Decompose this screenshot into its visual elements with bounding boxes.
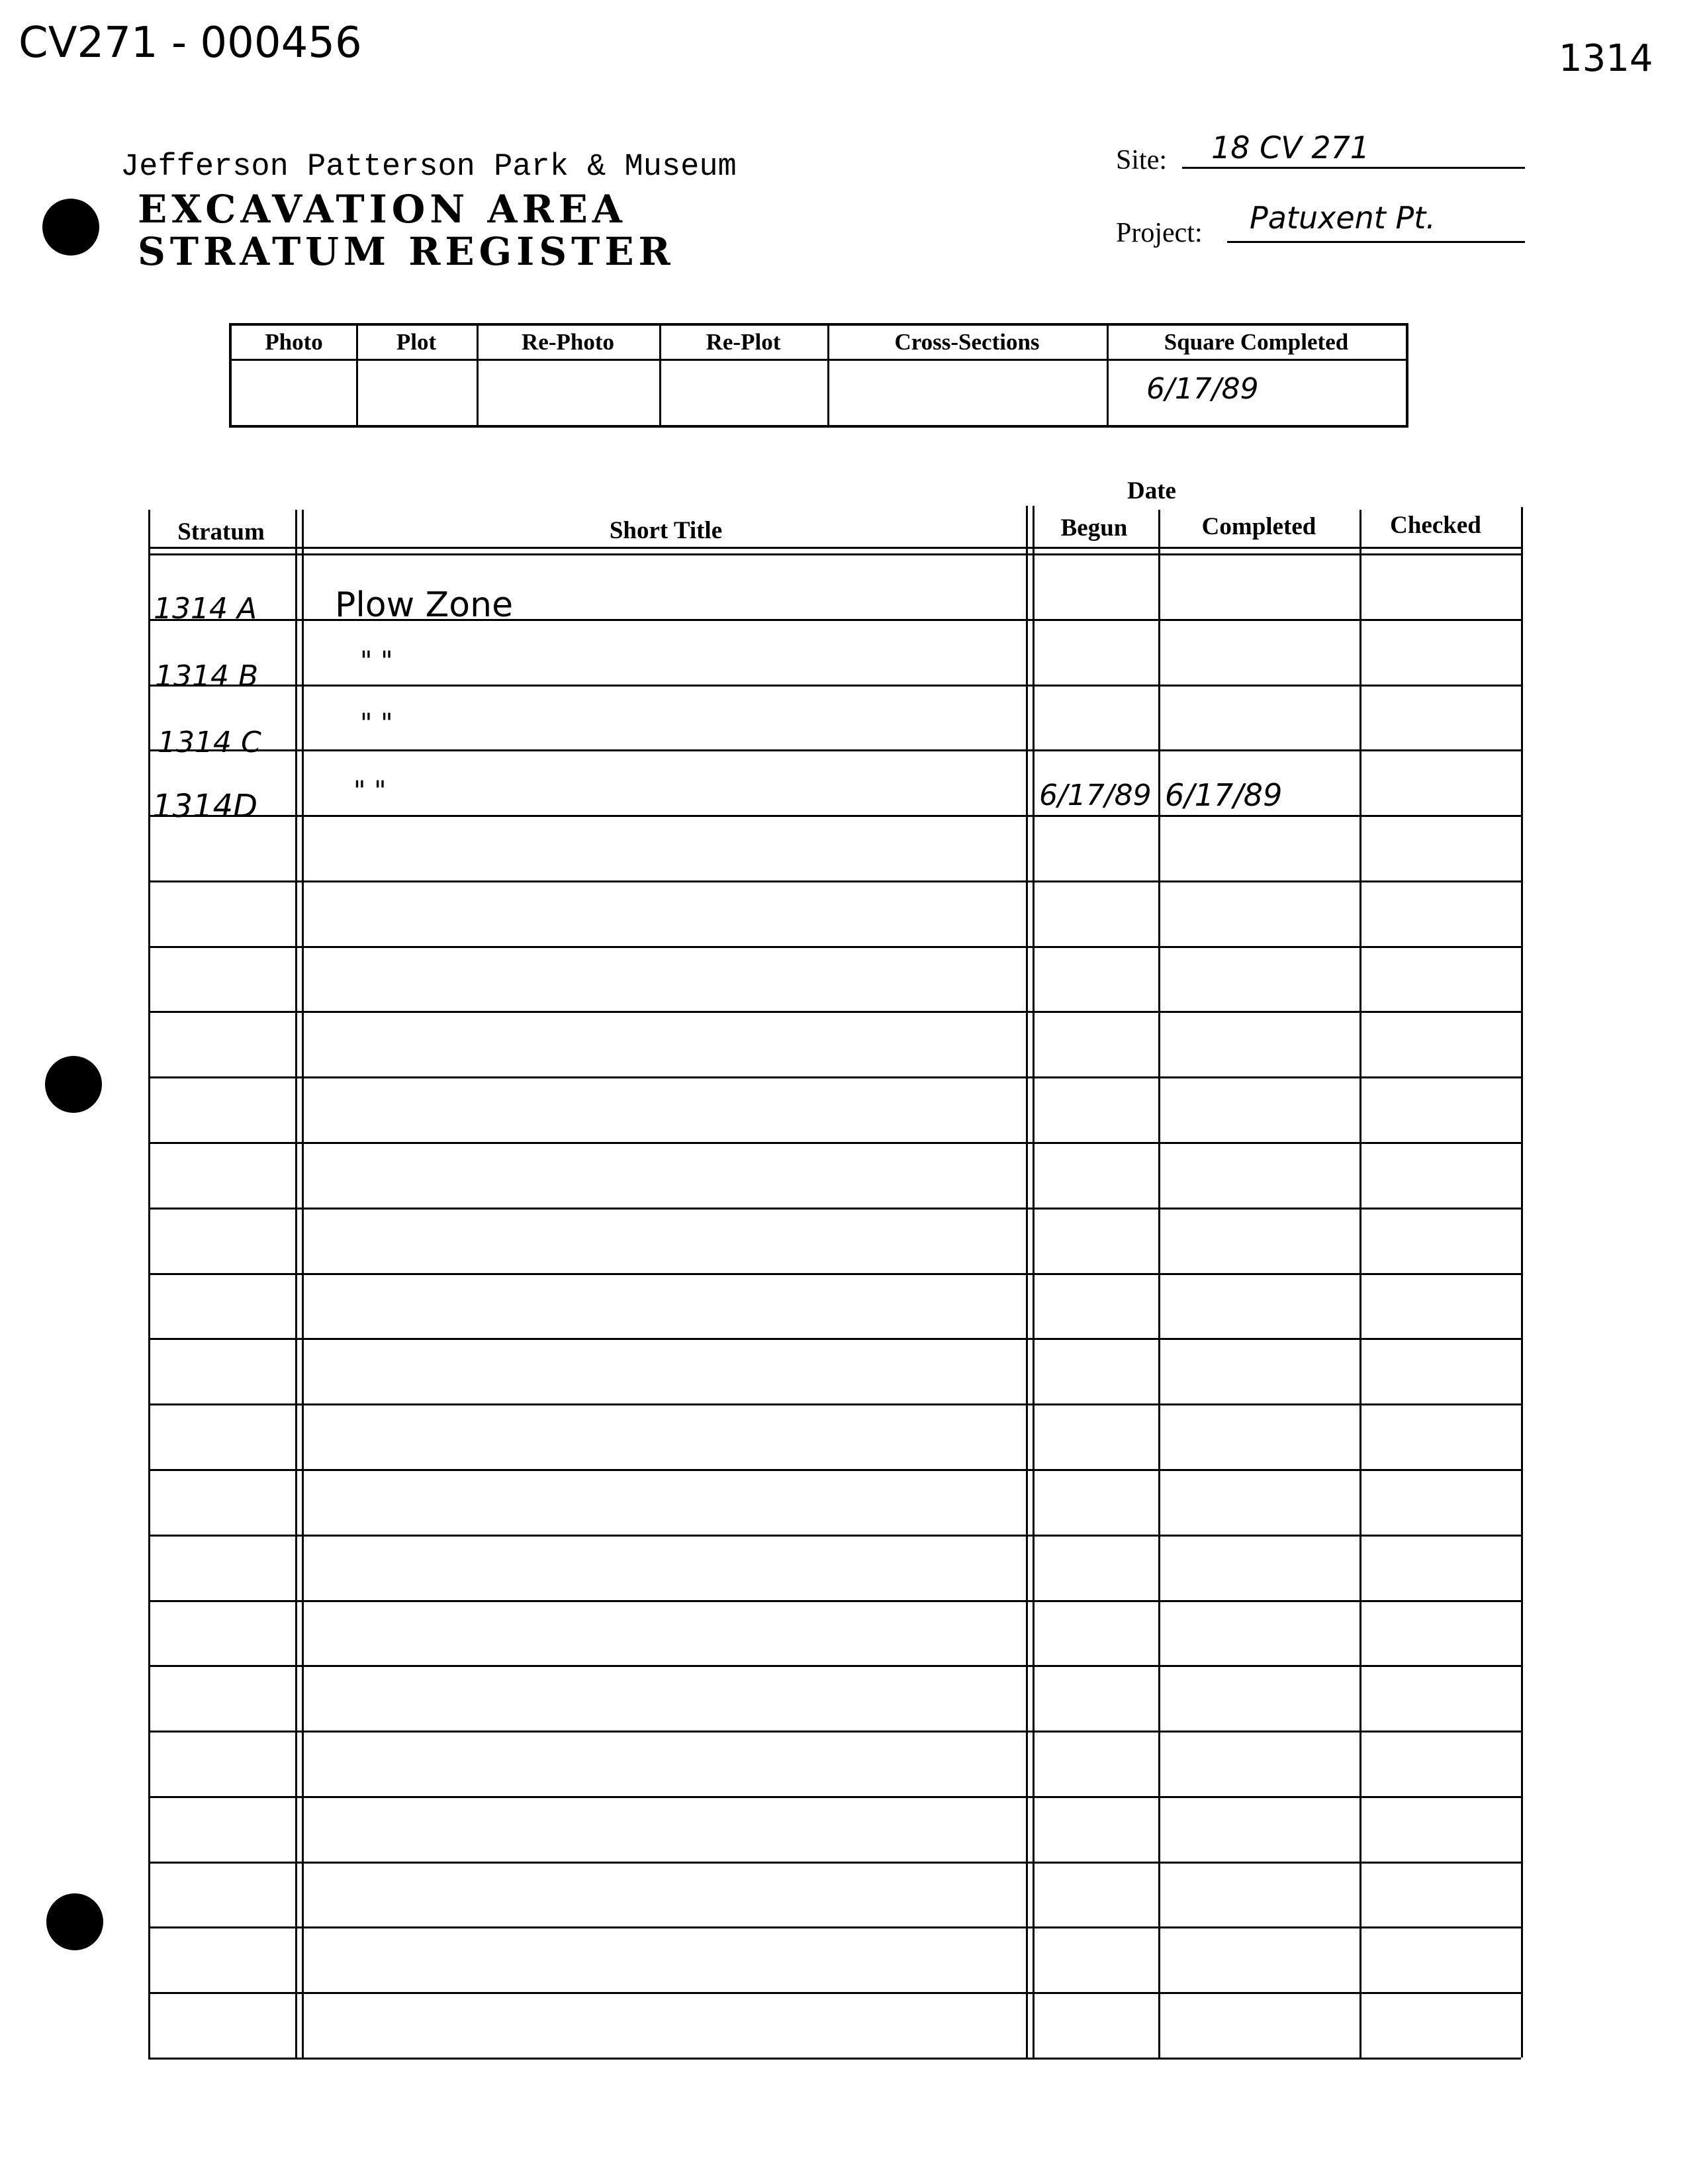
row-3-short-title: " " (360, 708, 393, 739)
row-rule (148, 1273, 1521, 1275)
header-begun: Begun (1060, 514, 1128, 542)
row-1-stratum: 1314 A (154, 592, 257, 626)
column-rule-completed (1359, 510, 1361, 2058)
row-rule (148, 1208, 1521, 1210)
header-completed: Completed (1201, 513, 1316, 540)
summary-header-cross-sections: Cross-Sections (894, 329, 1040, 355)
row-rule (148, 1142, 1521, 1144)
row-4-begun: 6/17/89 (1039, 779, 1152, 812)
document-id-annotation: CV271 - 000456 (19, 19, 362, 68)
form-title-line-2: STRATUM REGISTER (138, 229, 675, 274)
column-rule-begun (1158, 510, 1160, 2058)
column-rule-title-a (1026, 506, 1028, 2058)
row-3-stratum: 1314 C (158, 726, 261, 759)
column-rule-stratum-b (302, 510, 304, 2058)
site-label: Site: (1116, 145, 1168, 175)
page-number-annotation: 1314 (1559, 37, 1653, 80)
project-value: Patuxent Pt. (1250, 200, 1436, 236)
summary-box (229, 323, 1408, 428)
row-rule (148, 2058, 1521, 2060)
site-value: 18 CV 271 (1211, 130, 1370, 166)
row-rule (148, 1338, 1521, 1340)
row-rule (148, 1469, 1521, 1471)
row-1-short-title: Plow Zone (335, 585, 514, 625)
column-rule-title-b (1033, 506, 1035, 2058)
row-rule (148, 1535, 1521, 1537)
date-group-header: Date (1127, 477, 1176, 504)
project-label: Project: (1116, 218, 1203, 248)
binder-hole-bottom (46, 1893, 103, 1950)
summary-header-photo: Photo (265, 329, 323, 355)
summary-header-re-photo: Re-Photo (522, 329, 614, 355)
summary-header-plot: Plot (396, 329, 437, 355)
row-rule (148, 1665, 1521, 1667)
column-rule-stratum-a (295, 510, 297, 2058)
binder-hole-top (42, 199, 99, 256)
row-4-completed: 6/17/89 (1165, 777, 1283, 813)
row-rule (148, 1403, 1521, 1405)
row-rule (148, 815, 1521, 817)
row-rule (148, 1600, 1521, 1602)
row-4-stratum: 1314D (152, 788, 258, 825)
row-rule (148, 1992, 1521, 1994)
row-rule (148, 1796, 1521, 1798)
header-checked: Checked (1390, 512, 1481, 539)
row-rule (148, 1076, 1521, 1078)
summary-header-re-plot: Re-Plot (706, 329, 781, 355)
header-stratum: Stratum (177, 518, 265, 546)
header-rule-upper (148, 547, 1521, 549)
header-short-title: Short Title (609, 517, 723, 544)
form-title-line-1: EXCAVATION AREA (138, 187, 627, 232)
row-rule (148, 880, 1521, 882)
row-rule (148, 946, 1521, 948)
row-rule (148, 749, 1521, 751)
row-2-stratum: 1314 B (155, 659, 259, 693)
summary-header-square-completed: Square Completed (1164, 329, 1349, 355)
square-completed-value: 6/17/89 (1146, 372, 1259, 406)
binder-hole-middle (45, 1056, 102, 1113)
column-rule-right (1521, 507, 1523, 2058)
row-rule (148, 685, 1521, 687)
row-rule (148, 1862, 1521, 1864)
row-rule (148, 1926, 1521, 1928)
row-rule (148, 1011, 1521, 1013)
row-4-short-title: " " (353, 776, 387, 806)
header-rule-lower (148, 553, 1521, 555)
row-rule (148, 1731, 1521, 1733)
institution-name: Jefferson Patterson Park & Museum (120, 150, 737, 185)
form-title (138, 188, 675, 273)
column-rule-left (148, 510, 150, 2058)
row-2-short-title: " " (360, 646, 393, 677)
